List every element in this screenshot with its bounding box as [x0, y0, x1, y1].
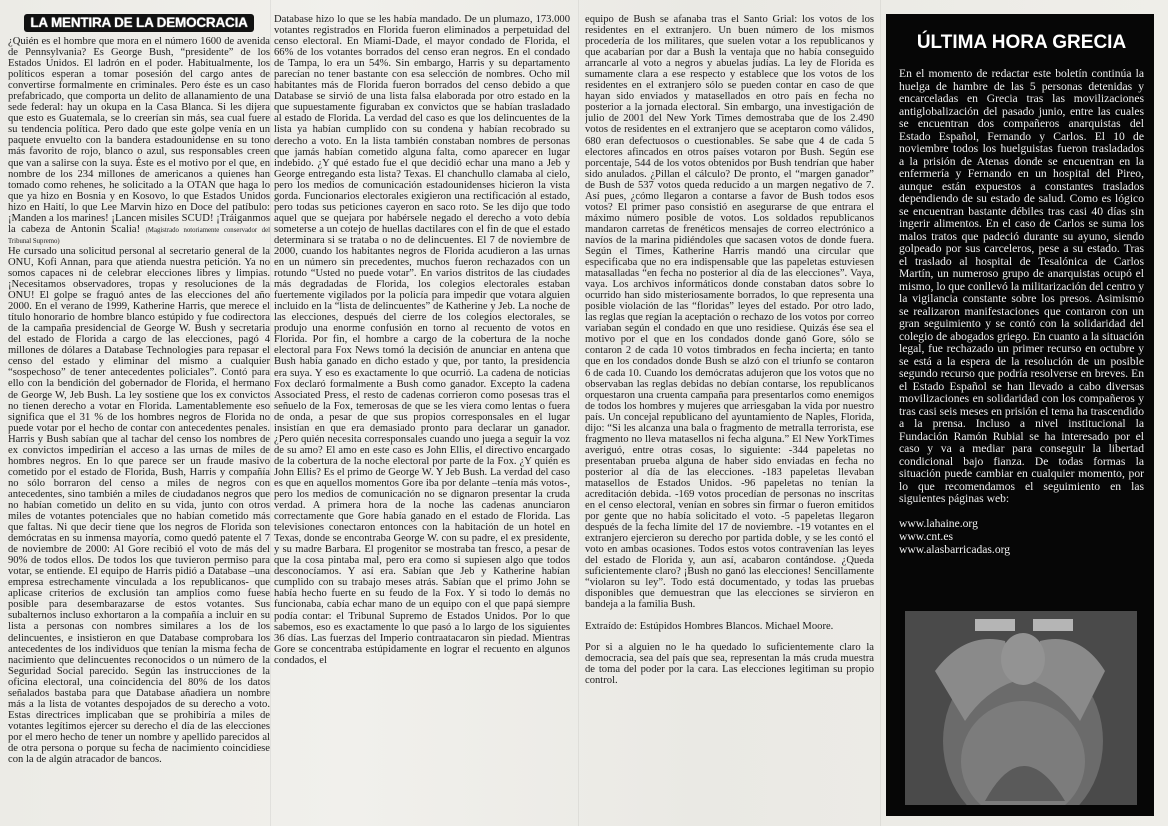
- article-column-middle: [274, 14, 570, 814]
- link-alasbarricadas[interactable]: www.alasbarricadas.org: [899, 542, 1011, 556]
- link-list: [899, 517, 1144, 556]
- prisoner-photo-drawing: [905, 611, 1137, 805]
- fold-line: [578, 0, 579, 826]
- link-lahaine[interactable]: www.lahaine.org: [899, 516, 978, 530]
- article-footnote: (Magistrado notoriamente conservador del Tribunal Supremo): [8, 226, 270, 245]
- article-title: LA MENTIRA DE LA DEMOCRACIA: [24, 14, 254, 32]
- article-text: [8, 36, 270, 246]
- article-closing: Por si a alguien no le ha quedado lo suficientemente claro la democracia, sea del país que sea, representan la más cruda muestra de toma del poder por la cara. Las elecciones legitiman su propio control.: [585, 641, 874, 686]
- article-paragraph: Database hizo lo que se les había mandado. De un plumazo, 173.000 votantes registrados en Florida fueron eliminados a perpetuidad del censo electoral. En Miami-Dade, el mayor condado de Florida, el 66% de los votantes borrados del censo eran negros. En el condado de Tampa, lo era un 54%. Sin embargo, Harris y su departamento parecían no tener bastante con esa selección de nombres. Ocho mil habitantes más de Florida fueron borrados del censo debido a que Database se sirvió de una lista falsa elaborada por otro estado en la que supuestamente figuraban ex convictos que se habían trasladado al estado de Florida. La verdad del caso es que los delincuentes de la lista ya habían cumplido con su condena y habían recobrado su derecho a voto. En la lista también constaban nombres de personas que jamás habían cometido alguna falta, como aparecer en lugar indebido. ¿Y qué estado fue el que decidió echar una mano a Jeb y George entregando esta lista? Texas. El chanchullo clamaba al cielo, pero los medios de comunicación estadounidenses hicieron la vista gorda. Funcionarios electorales exigieron una rectificación al estado, pero todas sus peticiones cayeron en saco roto. Se les dijo que todo aquel que se quejara por habérsele negado el derecho a voto debía someterse a un cotejo de huellas dactilares con el fin de que el estado determinara si se trataba o no de delincuentes. El 7 de noviembre de 2000, cuando los habitantes negros de Florida acudieron a las urnas en un número sin precedentes, muchos fueron rechazados con un rotundo “Usted no puede votar”. En varios distritos de las ciudades más degradadas de Florida, los colegios electorales estaban fuertemente vigilados por la policía para impedir que votara alguien incluido en la “lista de delincuentes” de Katherine y Jeb. La noche de las elecciones, después del cierre de los colegios electorales, se produjo una enorme confusión en torno al recuento de votos en Florida. Por fin, el hombre a cargo de la cobertura de la noche electoral para Fox News tomó la decisión de anunciar en antena que Bush había ganado en dicho estado y que, por tanto, la presidencia era suya. Y eso es exactamente lo que ocurrió. La cadena de noticias Fox declaró formalmente a Bush como ganador. Excepto la cadena Associated Press, el resto de cadenas corrieron como posesas tras el señuelo de la Fox, temerosas de que se les viera como lentas o fuera de onda, a pesar de que sus propios corresponsales en el lugar insistían en que era demasiado pronto para declarar un ganador. ¿Pero quién necesita corresponsales cuando uno juega a seguir la voz de su amo? El amo en este caso es John Ellis, el directivo encargado de la cobertura de la noche electoral por parte de la Fox. ¿Y quién es John Ellis? Es el primo de George W. Y Jeb Bush. La verdad del caso es que en aquellos momentos Gore iba por delante –tenía más votos-, pero los medios de comunicación no se dignaron presentar la cruda verdad. A primera hora de la noche las cadenas anunciaron correctamente que Gore había ganado en el estado de Florida. Las televisiones conectaron entonces con la habitación de un hotel en Texas, donde se encontraba George W. con su padre, el ex presidente, y su madre Barbara. El progenitor se mostraba tan fresco, a pesar de que la cosa pintaba mal, pero era como si supiesen algo que todos desconocíamos. Y así era. Sabían que Jeb y Katherine habían cumplido con su trabajo meses atrás. Sabían que el primo John se había hecho fuerte en su feudo de la Fox. Y si todo lo demás no funcionaba, cabía echar mano de un equipo con el que papá siempre podía contar: el Tribunal Supremo de Estados Unidos. Por lo que sabemos, eso es exactamente lo que pasó a lo largo de los siguientes 36 días. Las fuerzas del Imperio contraatacaron sin piedad. Mientras Gore se concentraba estúpidamente en lograr el recuento en algunos condados, el: [274, 14, 570, 666]
- fold-line: [270, 0, 271, 826]
- article-column-right: [585, 14, 874, 814]
- fold-line: [880, 0, 881, 826]
- article-paragraph: equipo de Bush se afanaba tras el Santo Grial: los votos de los residentes en el extranjero. Un buen número de los mismos procedería de los militares, que suelen votar a los republicanos y que acabarían por dar a Bush la ventaja que no había conseguido arrancarle al voto a negros y abuelas judías. La ley de Florida es sumamente clara a ese respecto y establece que los votos de los residentes en el extranjero sólo se pueden contar en caso de que hayan sido enviados y matasellados en otro país en fecha no posterior a la jornada electoral. Sin embargo, una investigación de julio de 2001 del New York Times demostraba que de los 2.490 votos de residentes en el extranjero que se aceptaron como válidos, 680 eran defectuosos o cuestionables. Se sabe que 4 de cada 5 electores afincados en otros países votaron por Bush. Según ese porcentaje, 544 de los votos obtenidos por Bush tendrían que haber sido anulados. ¿Pillan el cálculo? De pronto, el “margen ganador” de Bush de 537 votos queda reducido a un margen negativo de 7. Así pues, ¿cómo llegaron a contarse a favor de Bush todos esos votos? El primer paso consistió en asegurarse de que entrara el máximo número posible de votos. Los soldados republicanos mandaron carretas de frenéticos mensajes de correo electrónico a navíos de la marina pidiéndoles que sacasen votos de donde fuera. Según el Times, Katherine Harris mandó una circular que especificaba que no era indispensable que las papeletas estuviesen matasalladas “en fecha no posterior al día de las elecciones”. Vaya, vaya. Los archivos informáticos donde constaban datos sobre lo ocurrido han sido misteriosamente borrados, lo que representa una posible violación de las “floridas” leyes del estado. Por otro lado, las reglas que regían la aceptación o rechazo de los votos por correo variaban según el condado en que uno residiese. Quizás ése sea el motivo por el que en los condados donde ganó Gore, sólo se contaron 2 de cada 10 votos timbrados en fecha incierta; en tanto que en los condados donde Bush se alzó con el triunfo se contaron 6 de cada 10. Cuando los demócratas adujeron que los votos que no observaban las reglas debidas no debían contarse, los republicanos orquestaron una cruenta campaña para presentarlos como enemigos de todos los hombres y mujeres que arriesgaban la vida por nuestro país. Un concejal republicano del ayuntamiento de Naples, Florida, dijo: “Si les alcanza una bala o fragmento de metralla terrorista, ese fragmento no lleva matasellos ni fecha alguna.” El New YorkTimes averiguó, entre otras cosas, lo siguiente: -344 papeletas no presentaban prueba alguna de haber sido enviadas en fecha no posterior al día de las elecciones. -183 papeletas llevaban matasellos de Estados Unidos. -96 papeletas no tenían la acreditación debida. -169 votos procedían de personas no inscritas en el censo electoral, venían en sobres sin firmar o fueron emitidos por gente que no había solicitado el voto. -5 papeletas llegaron después de la fecha límite del 17 de noviembre. -19 votantes en el extranjero ejercieron su derecho por partida doble, y se les contó el voto en ambas ocasiones. Todos estos votos contravenían las leyes del estado de Florida y, aun así, acabaron contándose. ¿Queda suficientemente claro? ¡Bush no ganó las elecciones! Sencillamente “violaron su ley”. Todo está documentado, y todas las pruebas disponibles que demuestran que las elecciones se sirvieron en bandeja a la familia Bush.: [585, 14, 874, 611]
- panel-title: ÚLTIMA HORA GRECIA: [916, 32, 1127, 53]
- article-source: Extraído de: Estúpidos Hombres Blancos. Michael Moore.: [585, 620, 834, 632]
- prisoner-photo: [905, 611, 1137, 805]
- news-panel: [886, 14, 1154, 816]
- panel-text: En el momento de redactar este boletín continúa la huelga de hambre de las 5 personas detenidas y encarceladas en Grecia tras las movilizaciones antiglobalización del pasado junio, entre las cuales se encuentran dos compañeros anarquistas del Estado Español, Fernando y Carlos. El 10 de noviembre todos los huelguistas fueron trasladados a la prisión de Atenas donde se encuentran en la enfermería y Fernando en un hospital del Pireo, aunque están expuestos a constantes traslados dependiendo de su estado de salud. Como es lógico se encuentran bastante débiles tras casi 40 días sin ingerir alimentos. En el caso de Carlos se suma los malos tratos que padeció durante su ayuno, siendo golpeado por sus carceleros, pese a su estado. Tras el traslado al hospital de Tesalónica de Carlos Martín, un numeroso grupo de anarquistas ocupó el mismo, lo que conllevó la militarización del centro y la vigilancia constante sobre los presos. Asimismo se realizaron manifestaciones que contaron con un gran seguimiento y se contó con la solidaridad del colegio de abogados griego. En cuanto a la situación legal, fue rechazado un primer recurso en octubre y se está a la espera de la resolución de un posible segundo recurso que podría resolverse en breves. En el Estado Español se han llevado a cabo diversas movilizaciones en solidaridad con los compañeros y tras casi seis meses en prisión el tema ha trascendido a la prensa. Incluso a nivel institucional la Fundación Ramón Rubial se ha interesado por el caso y va a mediar para conseguir la libertad condicional bajo fianza. De todas formas la situación puede cambiar en cualquier momento, por lo que recomendamos el seguimiento en las siguientes páginas web:: [899, 67, 1145, 505]
- article-paragraph: ¿Quién es el hombre que mora en el número 1600 de avenida de Pennsylvania? Es George Bush, “presidente” de los Estados Unidos. El ladrón en el poder. Habitualmente, los políticos esperan a tomar posesión del cargo antes de convertirse formalmente en criminales. Pero éste es un caso prefabricado, que comporta un delito de allanamiento de una sede federal: hay un okupa en la Casa Blanca. Si les dijera que esto es Guatemala, se lo creerían sin más, sea cual fuere su tendencia política. Pero dado que este golpe venía en un paquete envuelto con la bandera estadounidense en su tono más favorito de rojo, blanco o azul, sus responsables creen que van a salirse con la suya. Éste es el motivo por el que, en nombre de los 234 millones de americanos a quienes han tomado como rehenes, he solicitado a la OTAN que haga lo que ya hizo en Bosnia y en Kosovo, lo que Estados Unidos hizo en Haití, lo que Lee Marvin hizo en Doce del patíbulo: ¡Manden a los marines! ¡Lancen misiles SCUD! ¡Tráiganmos la cabeza de Antonin Scalia!: [8, 36, 270, 235]
- link-cnt[interactable]: www.cnt.es: [899, 529, 953, 543]
- article-column-left: [8, 14, 270, 814]
- article-paragraph: He cursado una solicitud personal al secretario general de la ONU, Kofi Annan, para que atienda nuestra petición. Ya no somos capaces ni de celebrar elecciones libres y limpias. ¡Necesitamos observadores, tropas y resoluciones de la ONU! El golpe se fraguó antes de las elecciones del año 2000. En el verano de 1999, Katherine Harris, que merece el título honorario de hombre blanco estúpido y fue codirectora de la campaña presidencial de George W. Bush y secretaria del estado de Florida a cargo de las elecciones, pagó 4 millones de dólares a Database Technologies para repasar el censo del estado y eliminar del mismo a cualquier “sospechoso” de tener antecedentes policiales”. Contó para ello con la bendición del gobernador de Florida, el hermano de George W, Jeb Bush. La ley sostiene que los ex convictos no tienen derecho a votar en Florida. Lamentablemente eso significa que el 31 % de los hombres negros de Florida no puede votar por el hecho de contar con antecedentes penales. Harris y Bush sabían que al tachar del censo los nombres de ex convictos impedirían el acceso a las urnas de miles de hombres negros. En lo que parece ser un fraude masivo cometido por el estado de Florida, Bush, Harris y compañía no sólo borraron del censo a miles de negros con antecedentes, sino también a miles de ciudadanos negros que no habían cometido un delito en su vida, junto con otros miles de votantes potenciales que no habían cometido más que faltas. Ni que decir tiene que los negros de Florida son demócratas en su inmensa mayoría, como quedó patente el 7 de noviembre de 2000: Al Gore recibió el voto de más del 90% de todos ellos. De todos los que tuvieron permiso para votar, se entiende. El equipo de Harris pidió a Database –una empresa estrechamente vinculada a los republicanos- que aplicase criterios de exclusión tan amplios como fuese posible para desembarazarse de estos votantes. Sus subalternos incluso exhortaron a la compañía a incluir en su lista a personas con nombres similares a los de los delincuentes, e insistieron en que Database comprobara los antecedentes de los individuos que tenían la misma fecha de nacimiento que delincuentes reconocidos o un número de la Seguridad Social parecido. Según las instrucciones de la oficina electoral, una coincidencia del 80% de los datos señalados bastaba para que Database añadiera un nombre más a la lista de votantes despojados de su derecho a voto. Estas directrices implicaban que se prohibiría a miles de votantes legítimos ejercer su derecho el día de las elecciones por el mero hecho de tener un nombre y apellido parecidos al de otra persona o porque su fecha de nacimiento coincidiese con la de algún atracador de bancos.: [8, 245, 270, 766]
